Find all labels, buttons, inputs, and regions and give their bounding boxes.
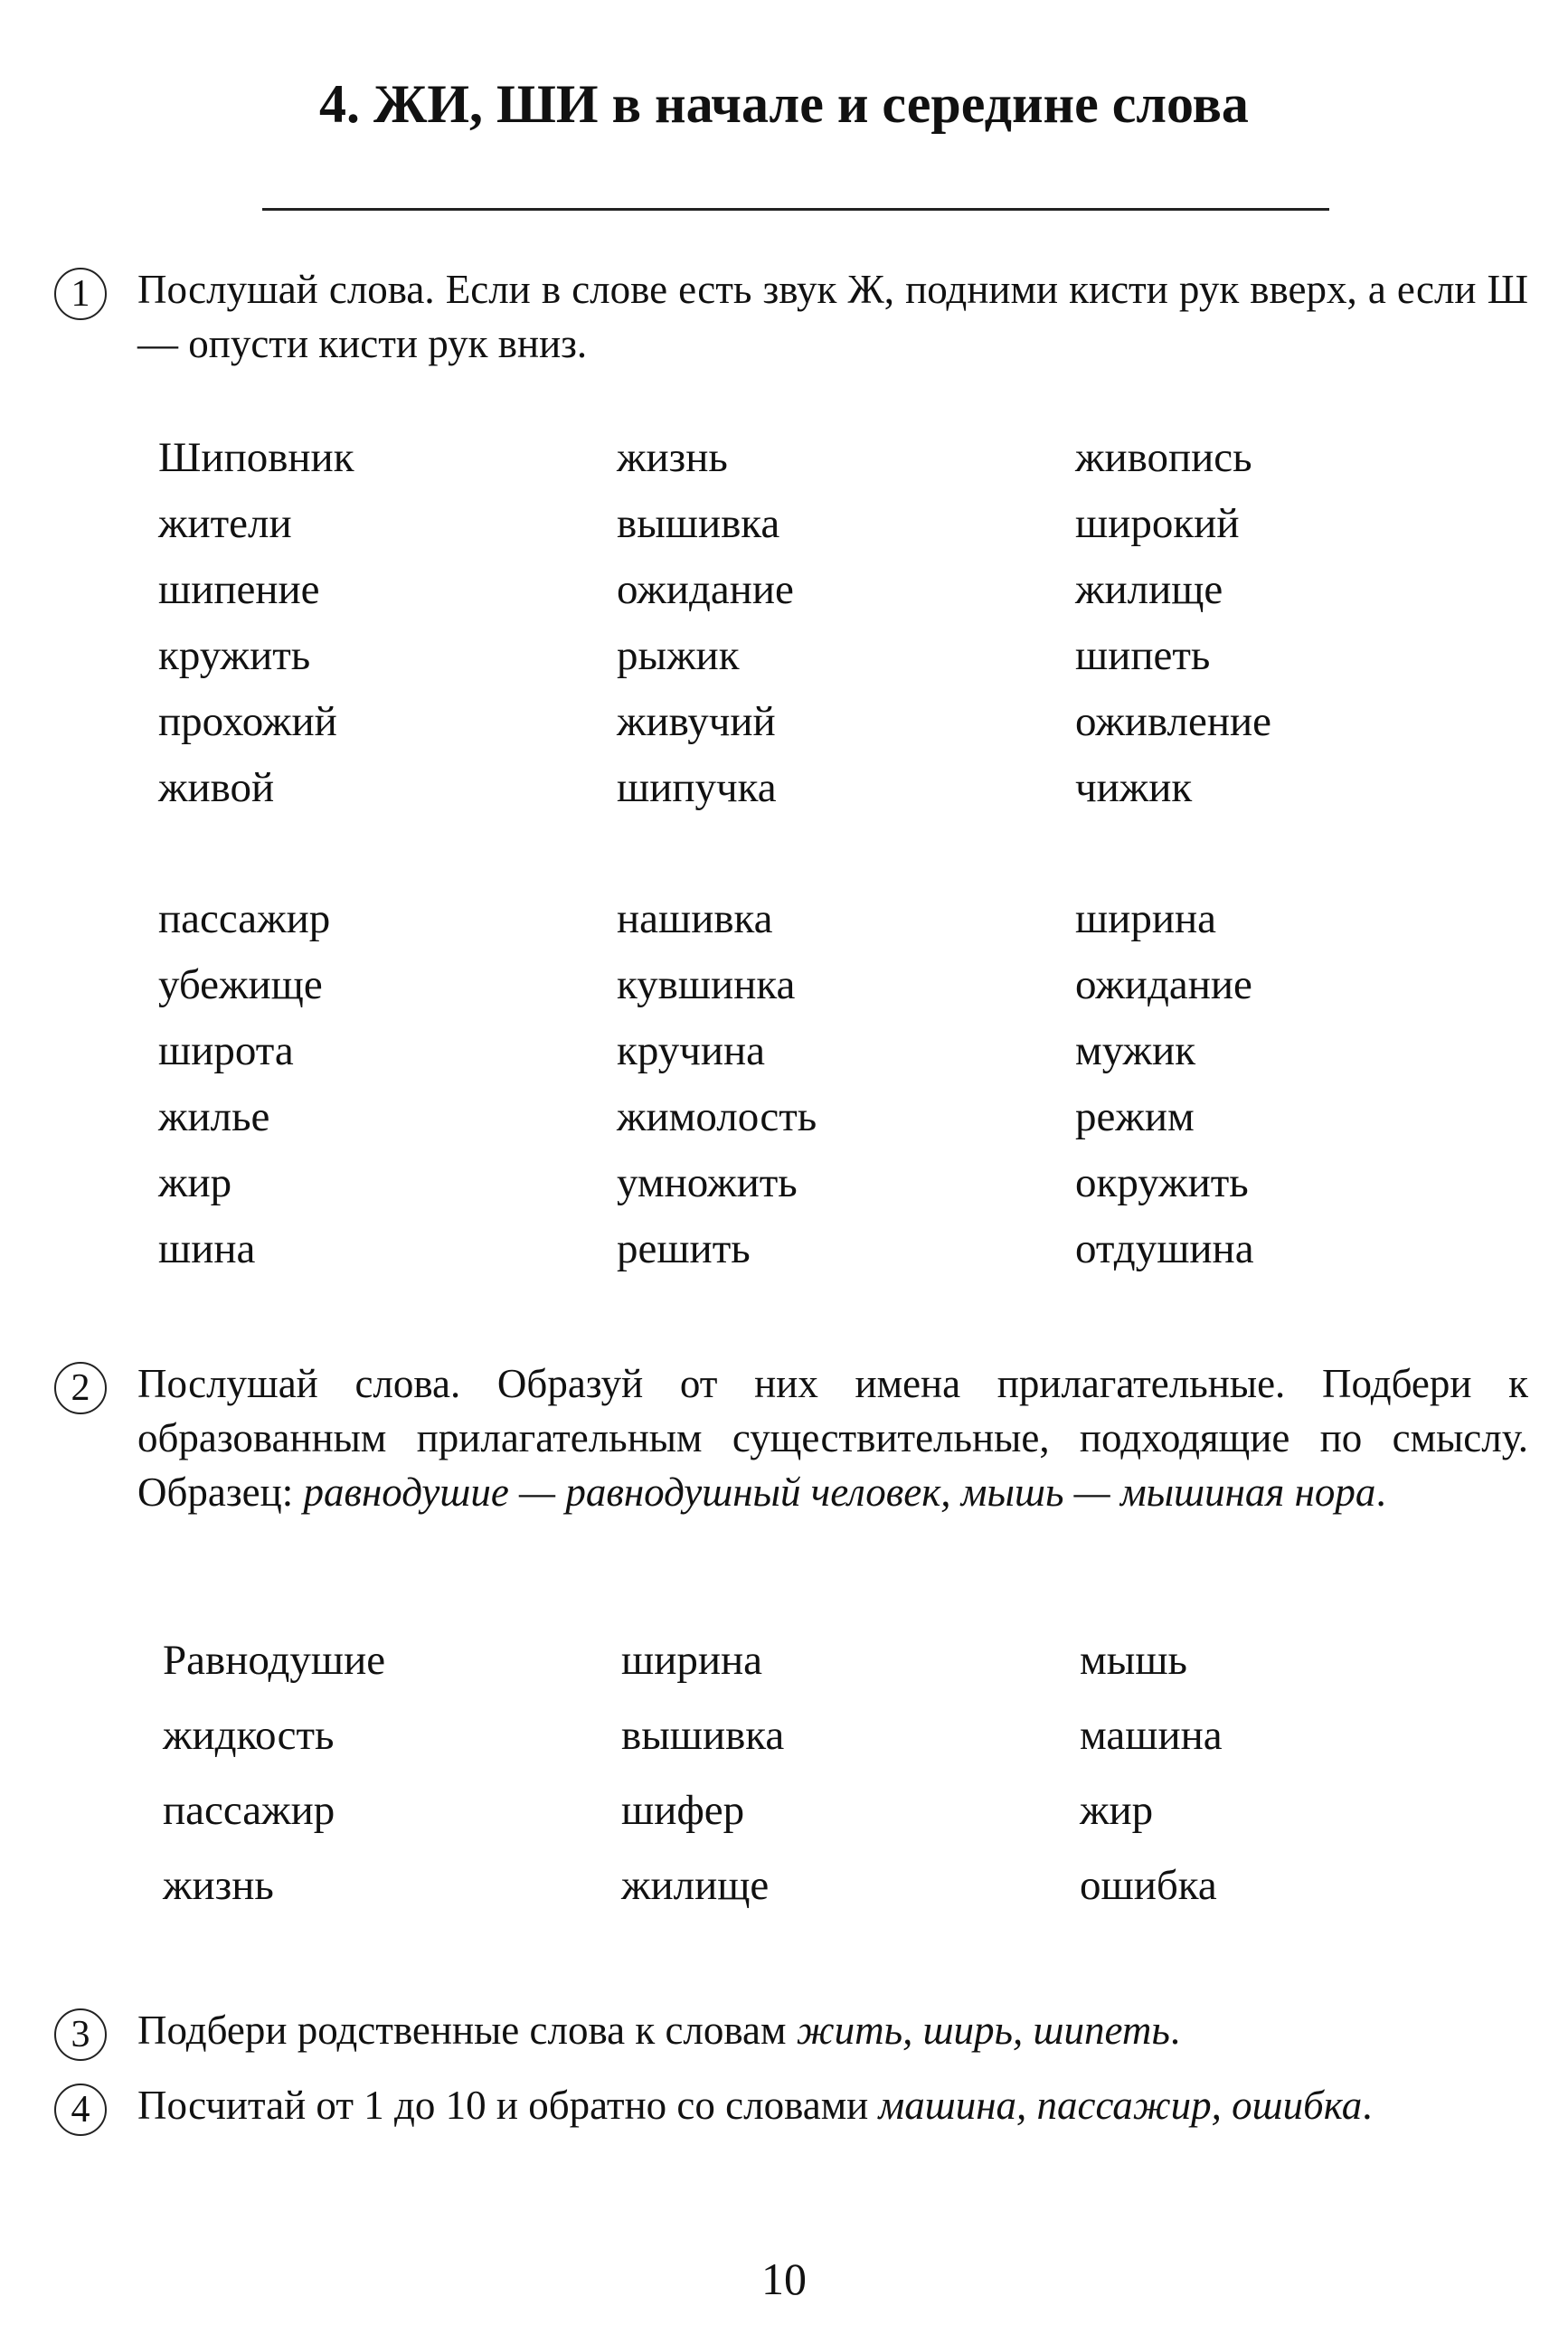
word-item: жир (158, 1159, 232, 1206)
word-item: широта (158, 1027, 294, 1074)
word-item: прохожий (158, 698, 337, 745)
word-item: чижик (1075, 764, 1193, 811)
word-item: оживление (1075, 698, 1272, 745)
example-text: равнодушие — равнодушный человек, мышь — мышиная нора (303, 1469, 1376, 1515)
word-item: ширина (1075, 895, 1217, 942)
instruction-end: . (1375, 1469, 1386, 1515)
italic-words: жить, ширь, шипеть (796, 2008, 1170, 2053)
word-item: режим (1075, 1093, 1195, 1140)
word-item: шина (158, 1225, 256, 1272)
word-list-block-2 (158, 886, 1437, 1282)
word-item: кручина (617, 1027, 766, 1074)
word-item: ширина (621, 1637, 763, 1684)
word-list-adjectives (163, 1623, 1441, 1923)
title-divider (262, 208, 1329, 211)
word-item: пассажир (158, 895, 331, 942)
task-instruction (137, 2078, 1528, 2132)
task-instruction: Послушай слова. Если в слове есть звук Ж, подними кисти рук вверх, а если Ш — опусти кисти рук вниз. (137, 267, 1528, 366)
word-item: ошибка (1080, 1862, 1217, 1909)
word-item: отдушина (1075, 1225, 1254, 1272)
word-item: вышивка (617, 500, 780, 547)
word-item: жир (1080, 1787, 1154, 1834)
word-item: живой (158, 764, 275, 811)
word-item: вышивка (621, 1712, 785, 1759)
word-list-block-1 (158, 425, 1437, 821)
task-number-badge: 1 (54, 268, 107, 320)
word-item: живопись (1075, 434, 1252, 481)
word-item: шипение (158, 566, 320, 613)
word-item: шипучка (617, 764, 777, 811)
instruction-text: Посчитай от 1 до 10 и обратно со словами (137, 2083, 879, 2128)
instruction-end: . (1169, 2008, 1181, 2053)
word-item: нашивка (617, 895, 773, 942)
word-item: жители (158, 500, 292, 547)
italic-words: машина, пассажир, ошибка (878, 2083, 1363, 2128)
word-item: шипеть (1075, 632, 1211, 679)
word-item: жизнь (617, 434, 728, 481)
word-item: жизнь (163, 1862, 274, 1909)
instruction-end: . (1362, 2083, 1373, 2128)
word-item: жилье (158, 1093, 270, 1140)
word-item: жимолость (617, 1093, 817, 1140)
word-item: пассажир (163, 1787, 335, 1834)
task-instruction (137, 2003, 1528, 2057)
word-item: машина (1080, 1712, 1223, 1759)
word-item: мышь (1080, 1637, 1187, 1684)
instruction-text: Послушай слова. Образуй от них имена прилагательные. Подбери к образованным прилагательным существительные, подходящие по смыслу. Образец: (137, 1361, 1528, 1515)
task-instruction (137, 1356, 1528, 1519)
word-item: умножить (617, 1159, 798, 1206)
word-item: кружить (158, 632, 311, 679)
word-item: ожидание (617, 566, 794, 613)
task-number-badge: 4 (54, 2084, 107, 2136)
word-item: Шиповник (158, 434, 354, 481)
word-item: Равнодушие (163, 1637, 386, 1684)
word-item: шифер (621, 1787, 745, 1834)
word-item: ожидание (1075, 961, 1252, 1008)
word-item: живучий (617, 698, 776, 745)
word-item: жидкость (163, 1712, 335, 1759)
word-item: рыжик (617, 632, 740, 679)
word-item: окружить (1075, 1159, 1249, 1206)
word-item: кувшинка (617, 961, 796, 1008)
page-number: 10 (761, 2254, 807, 2304)
word-item: убежище (158, 961, 323, 1008)
task-number-badge: 3 (54, 2008, 107, 2061)
page-title: 4. ЖИ, ШИ в начале и середине слова (319, 74, 1249, 134)
task-number-badge: 2 (54, 1362, 107, 1414)
word-item: мужик (1075, 1027, 1196, 1074)
word-item: жилище (621, 1862, 770, 1909)
word-item: жилище (1075, 566, 1223, 613)
word-item: решить (617, 1225, 751, 1272)
word-item: широкий (1075, 500, 1240, 547)
instruction-text: Подбери родственные слова к словам (137, 2008, 797, 2053)
